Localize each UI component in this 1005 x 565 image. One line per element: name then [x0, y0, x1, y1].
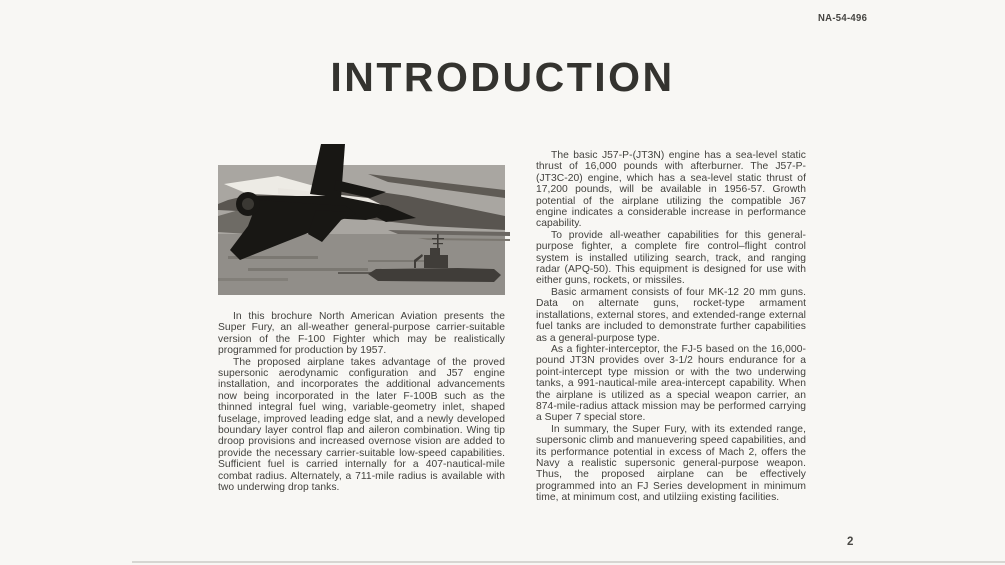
- paragraph: Basic armament consists of four MK-12 20 mm guns. Data on alternate guns, rocket-type armament installations, external stores, and extended-range external fuel tanks are included to demonstrate further capabilities as a general-purpose type.: [536, 286, 806, 344]
- paragraph: To provide all-weather capabilities for this general-purpose fighter, a complete fire control–flight control system is installed utilizing search, track, and ranging radar (APQ-50). This equipment is designed for use with either guns, rockets, or missiles.: [536, 229, 806, 287]
- scan-edge-line: [132, 561, 1005, 563]
- paragraph: As a fighter-interceptor, the FJ-5 based on the 16,000-pound JT3N provides over 3-1/2 hours endurance for a point-intercept type mission or with the two underwing tanks, a 991-nautical-mile area-intercept capability. When the airplane is utilized as a special weapon carrier, an 874-mile-radius attack mission may be performed carrying a Super 7 special store.: [536, 343, 806, 424]
- page-title: INTRODUCTION: [330, 54, 675, 100]
- engine-exhaust-inner: [242, 198, 254, 210]
- carrier-island: [424, 255, 448, 268]
- document-number: NA-54-496: [818, 12, 868, 25]
- paragraph: The basic J57-P-(JT3N) engine has a sea-level static thrust of 16,000 pounds with afterburner. The J57-P-(JT3C-20) engine, which has a sea-level static thrust of 17,200 pounds, will be available in 1956-57. Growth potential of the airplane utilizing the compatible J67 engine indicates a considerable increase in performance capability.: [536, 150, 806, 230]
- left-column: [218, 138, 505, 494]
- page-number: 2: [847, 536, 854, 548]
- paragraph: In this brochure North American Aviation presents the Super Fury, an all-weather general-purpose carrier-suitable version of the F-100 Fighter which may be realistically programmed for production by 1957.: [218, 311, 505, 357]
- left-column-text: [218, 311, 505, 494]
- paragraph: In summary, the Super Fury, with its extended range, supersonic climb and manuevering speed capabilities, and its performance potential in excess of Mach 2, offers the Navy a realistic supersonic general-purpose weapon. Thus, the proposed airplane can be effectively programmed into an FJ Series development in minimum time, at minimum cost, and utilziing existing facilities.: [536, 423, 806, 504]
- right-column-text: [536, 150, 806, 504]
- wave-streak: [218, 278, 288, 281]
- paragraph: The proposed airplane takes advantage of the proved supersonic aerodynamic configuration and J57 engine installation, and incorporates the additional advancements now being incorporated in the later F-100B such as the thinned integral fuel wing, variable-geometry inlet, shaped fuselage, improved leading edge slat, and a newly developed boundary layer control flap and aileron combination. Wing tip droop provisions and increased overnose vision are added to provide the necessary carrier-suitable low-speed capabilities. Sufficient fuel is carried internally for a 407-nautical-mile combat radius. Alternately, a 711-mile radius is available with two underwing drop tanks.: [218, 356, 505, 494]
- carrier-crane-post: [414, 260, 416, 268]
- carrier-wake: [338, 272, 372, 274]
- carrier-mast: [437, 234, 439, 255]
- right-column: [536, 150, 806, 504]
- mast-crossbar: [433, 243, 443, 244]
- mast-crossbar: [432, 238, 444, 239]
- super-fury-over-carrier-illustration: [218, 138, 510, 296]
- wave-streak: [248, 268, 368, 271]
- carrier-hull: [368, 268, 501, 282]
